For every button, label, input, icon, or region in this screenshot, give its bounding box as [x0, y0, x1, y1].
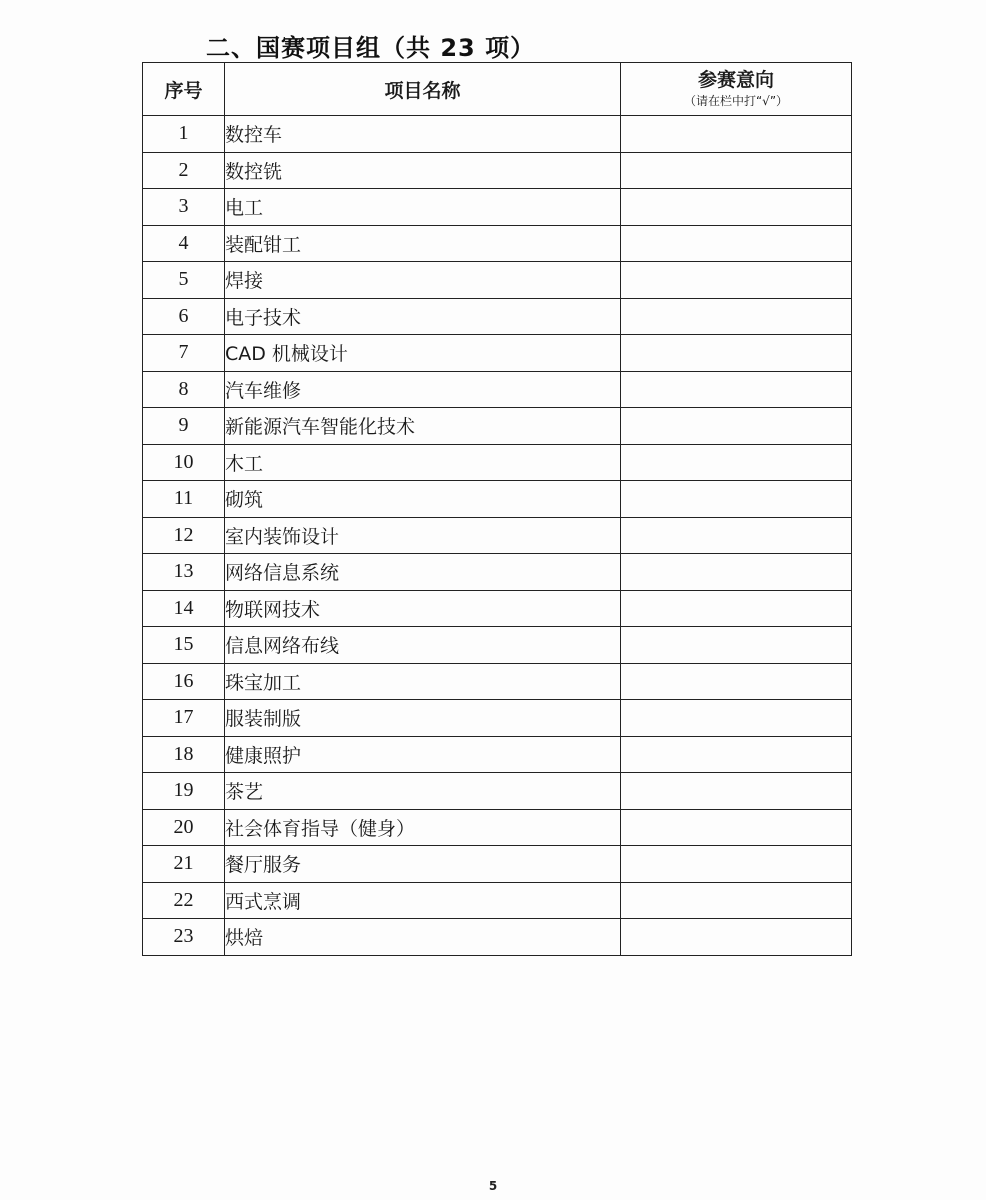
project-name: 网络信息系统	[225, 554, 621, 591]
row-number: 1	[143, 116, 225, 153]
project-table	[142, 62, 852, 956]
row-number: 22	[143, 882, 225, 919]
project-name: 社会体育指导（健身）	[225, 809, 621, 846]
project-name: 物联网技术	[225, 590, 621, 627]
project-name: 装配钳工	[225, 225, 621, 262]
row-number: 14	[143, 590, 225, 627]
intent-checkbox-cell[interactable]	[621, 919, 852, 956]
row-number: 11	[143, 481, 225, 518]
project-name: 焊接	[225, 262, 621, 299]
intent-checkbox-cell[interactable]	[621, 882, 852, 919]
header-intent-note: （请在栏中打“√”）	[683, 94, 789, 108]
row-number: 13	[143, 554, 225, 591]
row-number: 12	[143, 517, 225, 554]
project-name: 电工	[225, 189, 621, 226]
table-row	[143, 116, 852, 153]
row-number: 20	[143, 809, 225, 846]
table-row	[143, 262, 852, 299]
project-name: 数控铣	[225, 152, 621, 189]
table-row	[143, 298, 852, 335]
section-title: 二、国赛项目组（共 23 项）	[206, 34, 536, 62]
project-name: 餐厅服务	[225, 846, 621, 883]
project-name: 烘焙	[225, 919, 621, 956]
table-row	[143, 663, 852, 700]
project-name: 珠宝加工	[225, 663, 621, 700]
table-row	[143, 225, 852, 262]
intent-checkbox-cell[interactable]	[621, 444, 852, 481]
row-number: 10	[143, 444, 225, 481]
table-row	[143, 335, 852, 372]
header-name: 项目名称	[225, 63, 621, 116]
table-row	[143, 371, 852, 408]
project-name: 汽车维修	[225, 371, 621, 408]
header-no: 序号	[143, 63, 225, 116]
intent-checkbox-cell[interactable]	[621, 736, 852, 773]
project-name: 健康照护	[225, 736, 621, 773]
row-number: 5	[143, 262, 225, 299]
row-number: 2	[143, 152, 225, 189]
intent-checkbox-cell[interactable]	[621, 554, 852, 591]
project-name: 服装制版	[225, 700, 621, 737]
row-number: 8	[143, 371, 225, 408]
table-row	[143, 444, 852, 481]
intent-checkbox-cell[interactable]	[621, 189, 852, 226]
table-row	[143, 919, 852, 956]
intent-checkbox-cell[interactable]	[621, 590, 852, 627]
project-name: 室内装饰设计	[225, 517, 621, 554]
intent-checkbox-cell[interactable]	[621, 663, 852, 700]
intent-checkbox-cell[interactable]	[621, 298, 852, 335]
project-name: 茶艺	[225, 773, 621, 810]
intent-checkbox-cell[interactable]	[621, 262, 852, 299]
project-name: 信息网络布线	[225, 627, 621, 664]
row-number: 16	[143, 663, 225, 700]
table-row	[143, 809, 852, 846]
table-row	[143, 408, 852, 445]
page-number: 5	[488, 1179, 498, 1193]
intent-checkbox-cell[interactable]	[621, 116, 852, 153]
row-number: 4	[143, 225, 225, 262]
intent-checkbox-cell[interactable]	[621, 700, 852, 737]
intent-checkbox-cell[interactable]	[621, 846, 852, 883]
project-name: 砌筑	[225, 481, 621, 518]
intent-checkbox-cell[interactable]	[621, 481, 852, 518]
table-row	[143, 773, 852, 810]
table-row	[143, 481, 852, 518]
row-number: 21	[143, 846, 225, 883]
intent-checkbox-cell[interactable]	[621, 371, 852, 408]
table-row	[143, 846, 852, 883]
table-row	[143, 736, 852, 773]
project-name: 木工	[225, 444, 621, 481]
table-row	[143, 882, 852, 919]
project-name: 西式烹调	[225, 882, 621, 919]
intent-checkbox-cell[interactable]	[621, 152, 852, 189]
row-number: 3	[143, 189, 225, 226]
row-number: 18	[143, 736, 225, 773]
row-number: 7	[143, 335, 225, 372]
table-row	[143, 627, 852, 664]
table-row	[143, 554, 852, 591]
project-name: 新能源汽车智能化技术	[225, 408, 621, 445]
intent-checkbox-cell[interactable]	[621, 335, 852, 372]
row-number: 17	[143, 700, 225, 737]
intent-checkbox-cell[interactable]	[621, 773, 852, 810]
row-number: 9	[143, 408, 225, 445]
intent-checkbox-cell[interactable]	[621, 809, 852, 846]
table-header-row	[143, 63, 852, 116]
project-name: 数控车	[225, 116, 621, 153]
table-row	[143, 189, 852, 226]
row-number: 15	[143, 627, 225, 664]
row-number: 6	[143, 298, 225, 335]
table-row	[143, 517, 852, 554]
intent-checkbox-cell[interactable]	[621, 225, 852, 262]
table-row	[143, 590, 852, 627]
intent-checkbox-cell[interactable]	[621, 408, 852, 445]
project-name: 电子技术	[225, 298, 621, 335]
header-intent	[621, 63, 852, 116]
project-name: CAD 机械设计	[225, 335, 621, 372]
table-row	[143, 152, 852, 189]
intent-checkbox-cell[interactable]	[621, 627, 852, 664]
intent-checkbox-cell[interactable]	[621, 517, 852, 554]
row-number: 19	[143, 773, 225, 810]
header-intent-label: 参赛意向	[697, 69, 774, 91]
table-body	[143, 116, 852, 956]
row-number: 23	[143, 919, 225, 956]
table-row	[143, 700, 852, 737]
